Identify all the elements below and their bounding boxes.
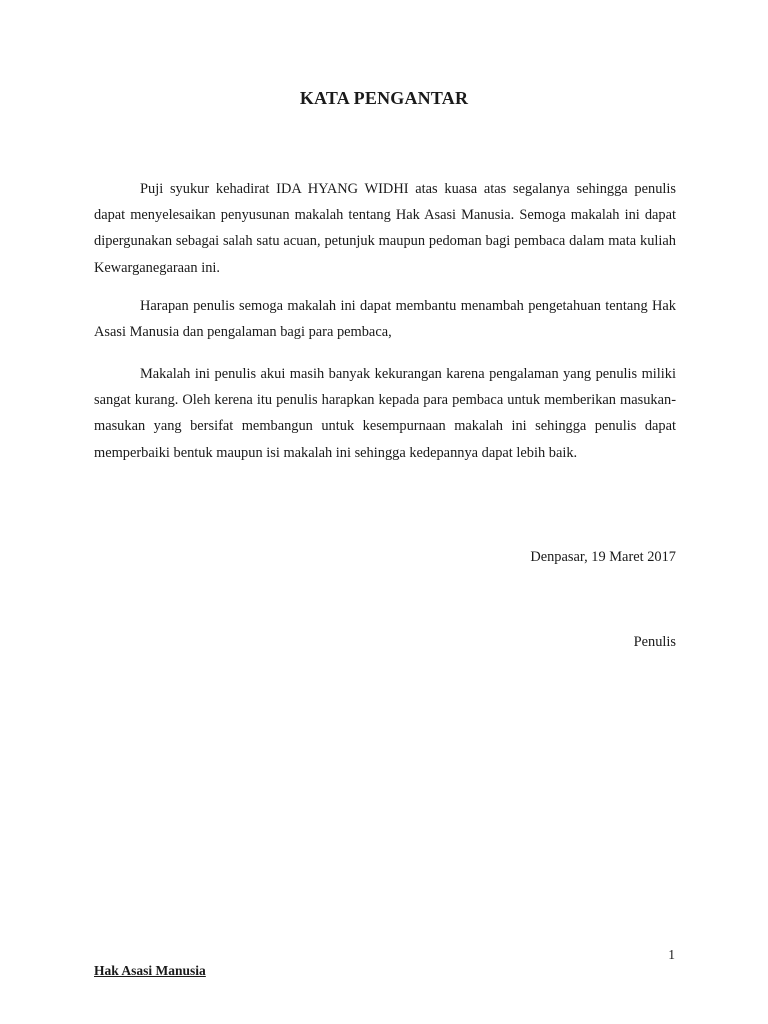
signer: Penulis	[633, 634, 676, 650]
paragraph-2: Harapan penulis semoga makalah ini dapat membantu menambah pengetahuan tentang Hak Asasi Manusia dan pengalaman bagi para pembaca,	[94, 298, 676, 341]
paragraph-3: Makalah ini penulis akui masih banyak kekurangan karena pengalaman yang penulis miliki sangat kurang. Oleh kerena itu penulis harapkan kepada para pembaca untuk memberikan masukan-masukan yang bersifat membangun untuk kesempurnaan makalah ini sehingga penulis dapat memperbaiki bentuk maupun isi makalah ini sehingga kedepannya dapat lebih baik.	[94, 366, 676, 461]
footer-running-title: Hak Asasi Manusia	[94, 963, 206, 978]
paragraph-1: Puji syukur kehadirat IDA HYANG WIDHI atas kuasa atas segalanya sehingga penulis dapat menyelesaikan penyusunan makalah tentang Hak Asasi Manusia. Semoga makalah ini dapat dipergunakan sebagai salah satu acuan, petunjuk maupun pedoman bagi pembaca dalam mata kuliah Kewarganegaraan ini.	[94, 181, 676, 276]
page-number: 1	[668, 947, 675, 962]
place-date: Denpasar, 19 Maret 2017	[530, 549, 676, 565]
page-title: KATA PENGANTAR	[299, 88, 469, 108]
